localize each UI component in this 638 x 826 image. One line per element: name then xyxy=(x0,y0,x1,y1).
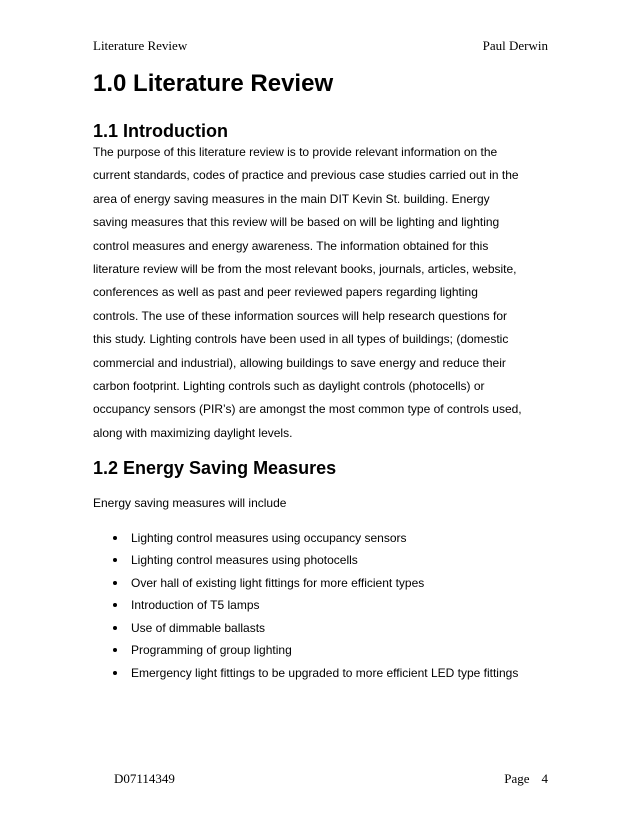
paragraph-line: area of energy saving measures in the main DIT Kevin St. building. Energy xyxy=(93,191,490,206)
page-number-value: 4 xyxy=(541,771,548,786)
page-footer xyxy=(114,771,548,791)
energy-lead-text: Energy saving measures will include xyxy=(93,496,287,511)
list-item-text: Lighting control measures using occupancy sensors xyxy=(131,530,407,545)
list-item-text: Over hall of existing light fittings for more efficient types xyxy=(131,575,425,590)
list-item xyxy=(113,526,553,549)
page-label: Page xyxy=(504,771,530,786)
bullet-icon xyxy=(113,536,117,540)
paragraph-line: occupancy sensors (PIR’s) are amongst the most common type of controls used, xyxy=(93,402,522,417)
paragraph-line: control measures and energy awareness. The information obtained for this xyxy=(93,238,489,253)
bullet-icon xyxy=(113,603,117,607)
list-item-text: Lighting control measures using photocells xyxy=(131,553,358,568)
header-author: Paul Derwin xyxy=(482,38,548,53)
paragraph-line: controls. The use of these information sources will help research questions for xyxy=(93,308,507,323)
list-item xyxy=(113,616,553,639)
paragraph-line: this study. Lighting controls have been used in all types of buildings; (domestic xyxy=(93,332,509,347)
list-item xyxy=(113,549,553,572)
bullet-icon xyxy=(113,581,117,585)
section-title-energy-saving: 1.2 Energy Saving Measures xyxy=(93,458,337,479)
paragraph-line: commercial and industrial), allowing buildings to save energy and reduce their xyxy=(93,355,506,370)
list-item-text: Programming of group lighting xyxy=(131,643,292,658)
page-number xyxy=(504,771,548,791)
list-item-text: Use of dimmable ballasts xyxy=(131,620,266,635)
paragraph-line: The purpose of this literature review is to provide relevant information on the xyxy=(93,145,498,159)
chapter-title: 1.0 Literature Review xyxy=(93,70,334,97)
energy-measures-list xyxy=(93,526,553,684)
page-header xyxy=(93,38,548,58)
bullet-icon xyxy=(113,671,117,675)
paragraph-line: current standards, codes of practice and previous case studies carried out in the xyxy=(93,168,519,183)
list-item xyxy=(113,594,553,617)
list-item-text: Emergency light fittings to be upgraded to more efficient LED type fittings xyxy=(131,665,519,680)
paragraph-line: saving measures that this review will be based on will be lighting and lighting xyxy=(93,215,500,230)
list-item-text: Introduction of T5 lamps xyxy=(131,598,260,613)
bullet-icon xyxy=(113,558,117,562)
paragraph-line: carbon footprint. Lighting controls such as daylight controls (photocells) or xyxy=(93,379,485,394)
page-content xyxy=(93,70,553,684)
list-item xyxy=(113,571,553,594)
bullet-icon xyxy=(113,648,117,652)
list-item xyxy=(113,661,553,684)
paragraph-line: conferences as well as past and peer reviewed papers regarding lighting xyxy=(93,285,478,300)
paragraph-line: along with maximizing daylight levels. xyxy=(93,425,293,440)
list-item xyxy=(113,639,553,662)
header-doc-title: Literature Review xyxy=(93,38,188,53)
paragraph-line: literature review will be from the most relevant books, journals, articles, website, xyxy=(93,262,517,277)
introduction-paragraph xyxy=(93,141,553,445)
bullet-icon xyxy=(113,626,117,630)
footer-student-id: D07114349 xyxy=(114,771,175,786)
section-title-introduction: 1.1 Introduction xyxy=(93,121,228,141)
